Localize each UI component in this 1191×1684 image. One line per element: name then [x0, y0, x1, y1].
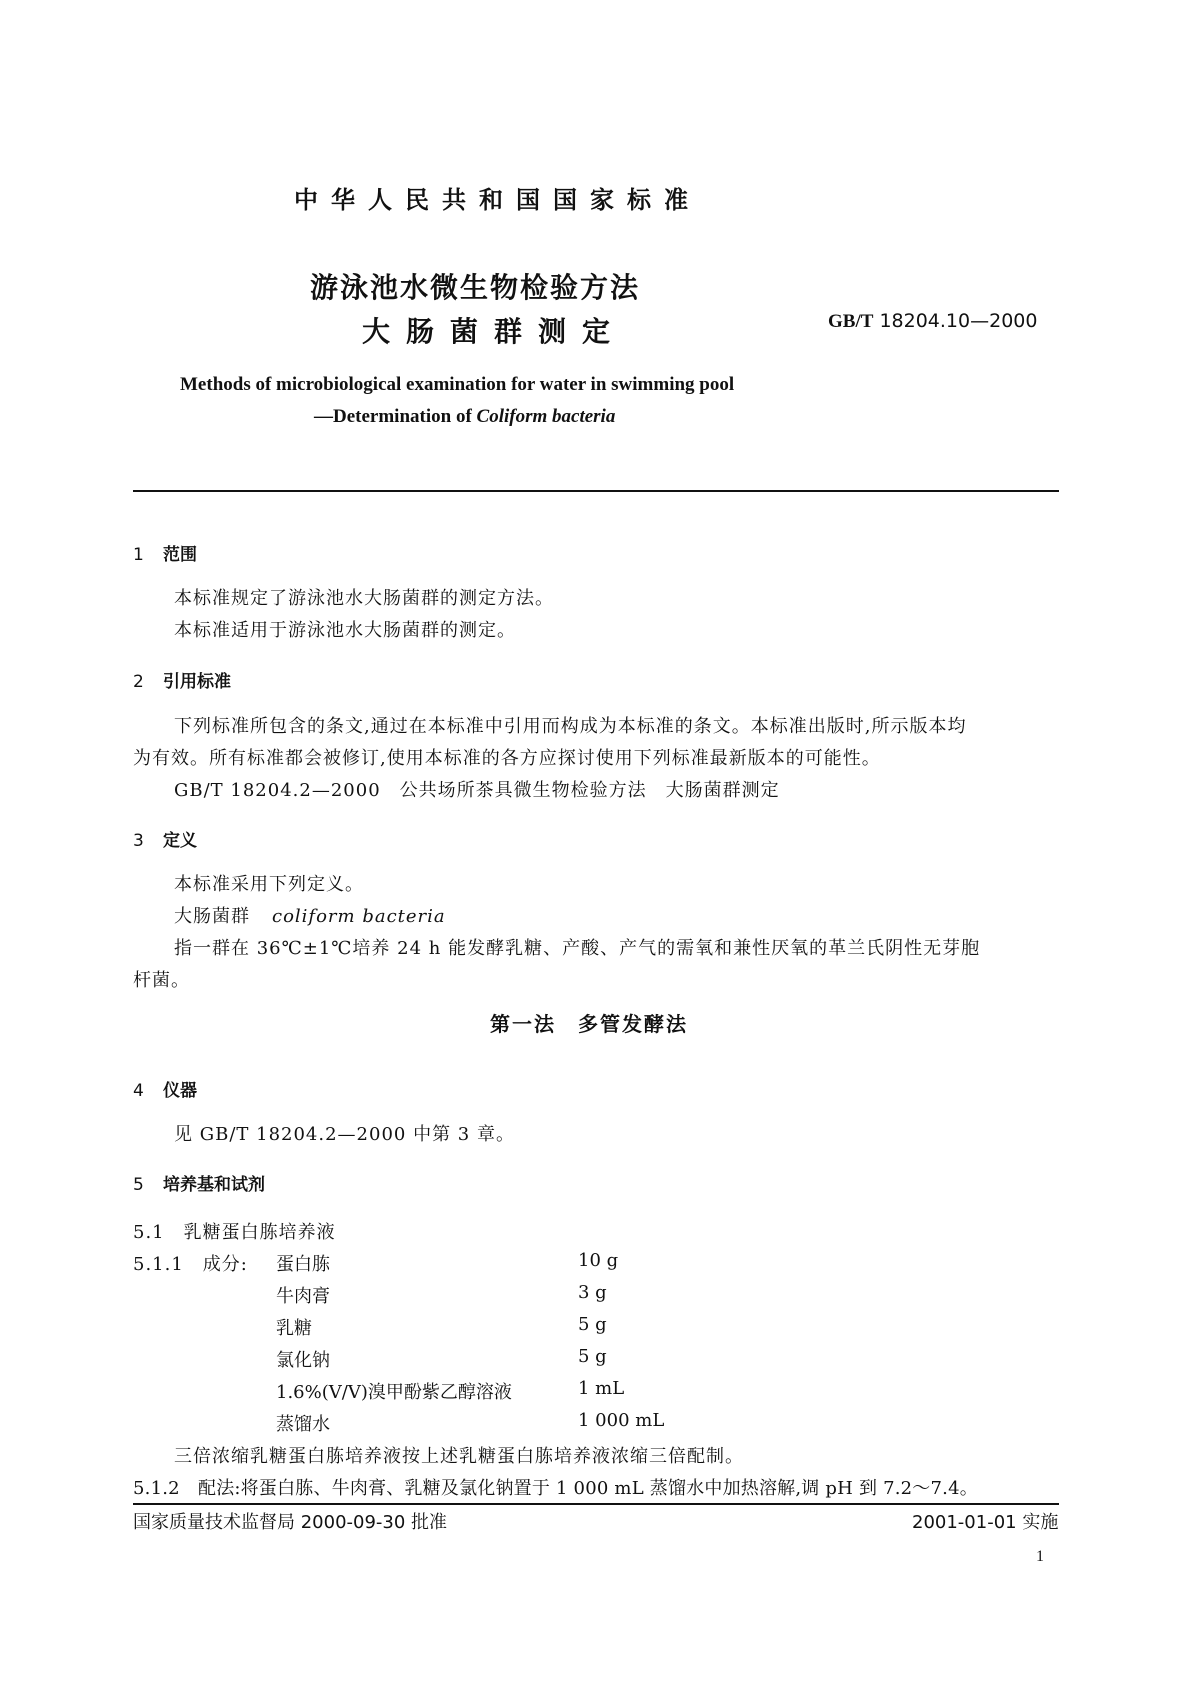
definition-term [174, 902, 446, 928]
document-title-line1: 游泳池水微生物检验方法 [310, 271, 641, 304]
section-heading-3: 3 定义 [133, 831, 197, 851]
ingredient-name: 氯化钠 [276, 1350, 330, 1371]
ingredient-name: 1.6%(V/V)溴甲酚紫乙醇溶液 [276, 1382, 512, 1403]
definition-text-line1: 指一群在 36℃±1℃培养 24 h 能发酵乳糖、产酸、产气的需氧和兼性厌氧的革兰氏阴性无芽胞 [174, 938, 981, 959]
method-title: 第一法 多管发酵法 [490, 1012, 688, 1036]
header-divider [133, 490, 1059, 492]
section2-paragraph-line2: 为有效。所有标准都会被修订,使用本标准的各方应探讨使用下列标准最新版本的可能性。 [133, 748, 881, 769]
subsection-5-1: 5.1 乳糖蛋白胨培养液 [133, 1222, 336, 1243]
section1-paragraph2: 本标准适用于游泳池水大肠菌群的测定。 [174, 620, 516, 641]
footer-divider [133, 1503, 1059, 1505]
ingredient-amount: 5 g [578, 1314, 607, 1335]
english-title-line2 [314, 406, 615, 428]
section3-paragraph1: 本标准采用下列定义。 [174, 874, 364, 895]
implementation-date: 2001-01-01 实施 [912, 1512, 1059, 1533]
english-title-line1: Methods of microbiological examination for water in swimming pool [180, 374, 735, 395]
definition-text-line2: 杆菌。 [133, 970, 190, 991]
english-title-prefix: —Determination of [314, 406, 477, 427]
section-heading-5: 5 培养基和试剂 [133, 1175, 265, 1195]
document-title-line2: 大肠菌群测定 [362, 315, 627, 348]
subsection-5-1-1-label: 5.1.1 成分: [133, 1254, 248, 1275]
ingredient-amount: 5 g [578, 1346, 607, 1367]
section1-paragraph1: 本标准规定了游泳池水大肠菌群的测定方法。 [174, 588, 554, 609]
ingredient-amount: 10 g [578, 1250, 619, 1271]
normative-reference: GB/T 18204.2—2000 公共场所茶具微生物检验方法 大肠菌群测定 [174, 780, 780, 801]
approval-statement: 国家质量技术监督局 2000-09-30 批准 [133, 1512, 448, 1533]
ingredient-name: 乳糖 [276, 1318, 312, 1339]
section-heading-4: 4 仪器 [133, 1081, 197, 1101]
subsection-5-1-2: 5.1.2 配法:将蛋白胨、牛肉膏、乳糖及氯化钠置于 1 000 mL 蒸馏水中加热溶解,调 pH 到 7.2～7.4。 [133, 1478, 978, 1499]
ingredient-amount: 1 mL [578, 1378, 625, 1399]
term-zh: 大肠菌群 [174, 906, 250, 927]
country-standard-title: 中华人民共和国国家标准 [294, 186, 701, 214]
ingredient-name: 蒸馏水 [276, 1414, 330, 1435]
term-en: coliform bacteria [272, 906, 446, 927]
page-number: 1 [1036, 1548, 1044, 1565]
standard-number [828, 310, 1037, 333]
concentrate-note: 三倍浓缩乳糖蛋白胨培养液按上述乳糖蛋白胨培养液浓缩三倍配制。 [174, 1446, 744, 1467]
ingredient-amount: 3 g [578, 1282, 607, 1303]
ingredient-name: 蛋白胨 [276, 1254, 330, 1275]
standard-prefix: GB/T [828, 311, 874, 332]
section4-paragraph1: 见 GB/T 18204.2—2000 中第 3 章。 [174, 1124, 515, 1145]
section-heading-2: 2 引用标准 [133, 672, 231, 692]
ingredient-name: 牛肉膏 [276, 1286, 330, 1307]
section-heading-1: 1 范围 [133, 545, 197, 565]
english-title-italic: Coliform bacteria [476, 406, 616, 427]
standard-number-value: 18204.10—2000 [879, 310, 1038, 332]
ingredient-amount: 1 000 mL [578, 1410, 665, 1431]
section2-paragraph-line1: 下列标准所包含的条文,通过在本标准中引用而构成为本标准的条文。本标准出版时,所示版本均 [174, 716, 967, 737]
